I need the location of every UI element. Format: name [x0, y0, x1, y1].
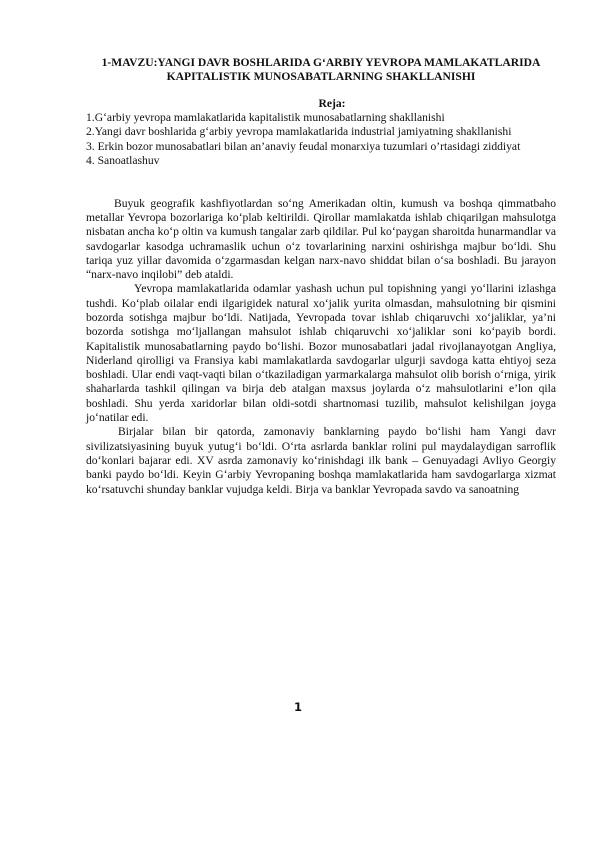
reja-heading: Reja: [318, 97, 346, 110]
page-title: 1-MAVZU:YANGI DAVR BOSHLARIDA G‘ARBIY YEVROPA MAMLAKATLARIDA KAPITALISTIK MUNOSABATLARNING SHAKLLANISHI [101, 56, 541, 83]
reja-list [86, 111, 556, 169]
reja-item: 4. Sanoatlashuv [86, 154, 160, 168]
document-page [86, 56, 556, 497]
body-paragraph: Buyuk geografik kashfiyotlardan so‘ng Amerikadan oltin, kumush va boshqa qimmatbaho metallar Yevropa bozorlariga ko‘plab keltirildi. Qirollar mamlakatda ishlab chiqarilgan mahsulotga nisbatan ancha ko‘p oltin va kumush tangalar zarb qildilar. Pul ko‘paygan sharoitda hunarmandlar va savdogarlar kasodga uchramaslik uchun o‘z tovarlarining narxini oshirishga majbur bo‘ldi. Shu tariqa yuz yillar davomida o‘zgarmasdan kelgan narx-navo shiddat bilan o‘sa boshladi. Bu jarayon “narx-navo inqilobi” deb ataldi. [86, 196, 556, 282]
reja-item: 3. Erkin bozor munosabatlari bilan an’anaviy feudal monarxiya tuzumlari o’rtasidagi ziddiyat [86, 139, 521, 153]
page-number: 1 [293, 700, 302, 714]
reja-item: 1.G‘arbiy yevropa mamlakatlarida kapitalistik munosabatlarning shakllanishi [86, 111, 445, 124]
body-paragraph: Yevropa mamlakatlarida odamlar yashash uchun pul topishning yangi yo‘llarini izlashga tushdi. Ko‘plab oilalar endi ilgarigidek natural xo‘jalik yurita olmasdan, mahsulotning bir qismini bozorda sotishga majbur bo‘ldi. Natijada, Yevropada tovar ishlab chiqaruvchi xo‘jaliklar, ya’ni bozorda sotishga mo‘ljallangan mahsulot ishlab chiqaruvchi xo‘jaliklar soni ko‘payib bordi. Kapitalistik munosabatlarning paydo bo‘lishi. Bozor munosabatlari jadal rivojlanayotgan Angliya, Niderland qirolligi va Fransiya kabi mamlakatlarda savdogarlar ulgurji savdoga katta ehtiyoj seza boshladi. Ular endi vaqt-vaqti bilan o‘tkaziladigan yarmarkalarga mahsulot olib borish o‘rniga, yirik shaharlarda tashkil qilingan va birja deb atalgan maxsus joylarda o‘z mahsulotlarini e’lon qila boshladi. Shu yerda xaridorlar bilan oldi-sotdi shartnomasi tuzilib, mahsulot kelishilgan joyga jo‘natilar edi. [86, 282, 556, 425]
section-spacer [86, 169, 556, 197]
body-paragraph: Birjalar bilan bir qatorda, zamonaviy banklarning paydo bo‘lishi ham Yangi davr sivilizatsiyasining buyuk yutug‘i bo‘ldi. O‘rta asrlarda banklar rolini pul maydalaydigan sarroflik do‘konlari bajarar edi. XV asrda zamonaviy ko‘rinishdagi ilk bank – Genuyadagi Avliyo Georgiy banki paydo bo‘ldi. Keyin G‘arbiy Yevropaning boshqa mamlakatlarida ham savdogarlarga xizmat ko‘rsatuvchi shunday banklar vujudga keldi. Birja va banklar Yevropada savdo va sanoatning [86, 425, 556, 496]
reja-item: 2.Yangi davr boshlarida g‘arbiy yevropa mamlakatlarida industrial jamiyatning shakllanishi [86, 125, 512, 139]
